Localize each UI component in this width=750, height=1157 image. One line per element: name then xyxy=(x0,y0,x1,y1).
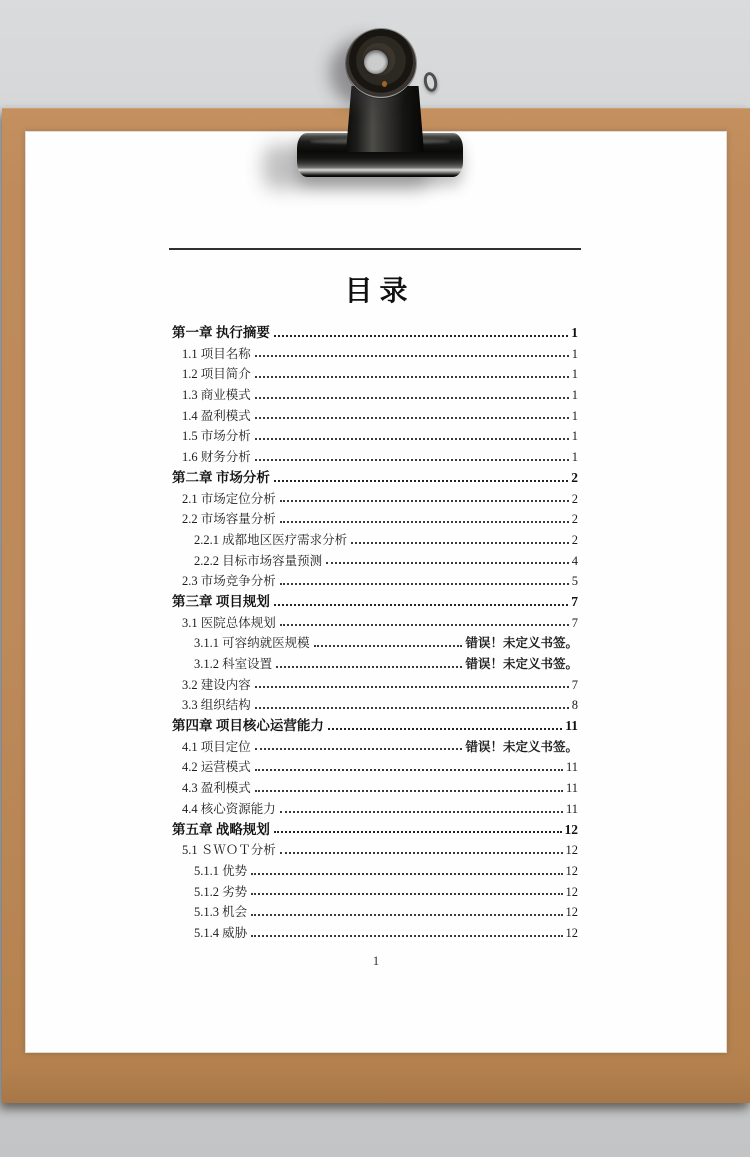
toc-entry xyxy=(172,757,578,778)
toc-entry-label: 1.1 项目名称 xyxy=(182,346,251,361)
toc-dot-leader xyxy=(280,500,569,502)
toc-entry-page: 2 xyxy=(571,512,578,527)
toc-entry-page: 12 xyxy=(564,821,578,837)
toc-dot-leader xyxy=(328,728,562,730)
toc-entry-page: 2 xyxy=(571,532,578,547)
toc-entry xyxy=(172,820,578,841)
toc-entry xyxy=(172,447,578,468)
toc-entry-page: 1 xyxy=(571,408,578,423)
toc-entry-page: 7 xyxy=(571,677,578,692)
toc-entry-label: 5.1.3 机会 xyxy=(194,905,248,920)
toc-entry-label: 1.5 市场分析 xyxy=(182,429,251,444)
toc-entry-label: 2.2.2 目标市场容量预测 xyxy=(194,553,323,568)
toc-entry-label: 3.1.2 科室设置 xyxy=(194,657,273,671)
toc-entry-label: 4.1 项目定位 xyxy=(182,739,251,754)
toc-entry-page: 1 xyxy=(571,429,578,444)
toc-entry xyxy=(172,633,578,654)
toc-entry-page: 错误！未定义书签。 xyxy=(465,739,578,754)
toc-title: 目录 xyxy=(344,276,415,307)
toc-entry xyxy=(172,695,578,716)
toc-entry-page: 12 xyxy=(565,884,578,899)
toc-dot-leader xyxy=(255,376,569,378)
toc-entry-page: 2 xyxy=(571,469,578,485)
toc-entry-label: 3.2 建设内容 xyxy=(182,677,251,692)
toc-dot-leader xyxy=(255,686,569,688)
toc-entry-label: 2.2 市场容量分析 xyxy=(182,512,276,527)
toc-entry-page: 1 xyxy=(571,388,578,403)
toc-entry xyxy=(172,364,578,385)
toc-entry xyxy=(172,592,578,613)
toc-entry-page: 错误！未定义书签。 xyxy=(465,657,578,671)
toc-entry-label: 第三章 项目规划 xyxy=(172,593,270,609)
page-number: 1 xyxy=(372,953,380,968)
toc-dot-leader xyxy=(280,624,569,626)
toc-entry-label: 5.1.1 优势 xyxy=(194,863,248,878)
toc-entry-page: 12 xyxy=(565,843,578,858)
toc-dot-leader xyxy=(255,397,569,399)
toc-dot-leader xyxy=(274,480,568,482)
toc-dot-leader xyxy=(274,604,568,606)
toc-entry-label: 2.2.1 成都地区医疗需求分析 xyxy=(194,532,348,547)
toc-entry xyxy=(172,571,578,592)
toc-dot-leader xyxy=(326,562,569,564)
toc-entry-page: 1 xyxy=(571,450,578,465)
toc-entry-label: 第二章 市场分析 xyxy=(172,469,270,485)
toc-entry-page: 12 xyxy=(565,925,578,940)
toc-entry xyxy=(172,716,578,737)
toc-entry-label: 第四章 项目核心运营能力 xyxy=(172,718,324,734)
clip-glint xyxy=(382,81,387,87)
clip-roller xyxy=(346,29,416,98)
clip-hole xyxy=(364,50,388,74)
toc-entry-label: 1.4 盈利模式 xyxy=(182,408,251,423)
toc-entry-label: 4.4 核心资源能力 xyxy=(182,801,276,816)
toc-entry-label: 3.1.1 可容纳就医规模 xyxy=(194,636,310,651)
toc-entry-label: 第一章 执行摘要 xyxy=(172,325,270,340)
toc-entry-label: 4.3 盈利模式 xyxy=(182,781,251,796)
toc-entry xyxy=(172,675,578,696)
toc-entry-page: 1 xyxy=(571,346,578,361)
toc-entry xyxy=(172,654,578,675)
toc-entry xyxy=(172,840,578,861)
toc-dot-leader xyxy=(280,811,563,813)
toc-entry-page: 错误！未定义书签。 xyxy=(465,636,578,651)
toc-dot-leader xyxy=(255,355,569,357)
toc-dot-leader xyxy=(280,852,563,854)
toc-dot-leader xyxy=(255,417,569,419)
toc-entry-label: 1.2 项目简介 xyxy=(182,367,251,382)
toc-dot-leader xyxy=(255,748,463,750)
toc-dot-leader xyxy=(251,873,562,875)
toc-entry-page: 1 xyxy=(571,367,578,382)
toc-dot-leader xyxy=(274,831,562,833)
toc-entry-page: 11 xyxy=(565,718,578,734)
toc-dot-leader xyxy=(280,583,569,585)
toc-entry-page: 7 xyxy=(571,593,578,609)
toc-dot-leader xyxy=(314,645,463,647)
toc-entry-page: 1 xyxy=(571,325,578,340)
toc-entry xyxy=(172,323,578,344)
toc-entry-page: 7 xyxy=(571,615,578,630)
toc-dot-leader xyxy=(274,335,568,337)
toc-entry xyxy=(172,509,578,530)
toc-dot-leader xyxy=(255,459,569,461)
toc-dot-leader xyxy=(280,521,569,523)
toc-entry-label: 2.3 市场竞争分析 xyxy=(182,574,276,589)
top-rule xyxy=(169,248,581,250)
toc-entry xyxy=(172,530,578,551)
toc-entry xyxy=(172,882,578,903)
toc-entry xyxy=(172,551,578,572)
toc-dot-leader xyxy=(276,666,462,668)
toc-entry-page: 11 xyxy=(565,781,578,796)
toc-entry-label: 第五章 战略规划 xyxy=(172,821,270,837)
toc-dot-leader xyxy=(251,893,562,895)
toc-entry xyxy=(172,778,578,799)
toc-entry-label: 5.1 ＳＷＯＴ分析 xyxy=(182,843,276,858)
toc-entry-page: 2 xyxy=(571,491,578,506)
toc-entry xyxy=(172,861,578,882)
toc-entry xyxy=(172,613,578,634)
toc-entry xyxy=(172,385,578,406)
toc-dot-leader xyxy=(251,935,562,937)
toc-entry-page: 11 xyxy=(565,801,578,816)
toc-entry-label: 3.3 组织结构 xyxy=(182,698,251,713)
clip-wire-hook xyxy=(422,71,439,93)
toc-entry-page: 12 xyxy=(565,863,578,878)
toc-entry xyxy=(172,426,578,447)
toc-entry xyxy=(172,902,578,923)
toc-entry xyxy=(172,923,578,944)
toc-entry-page: 4 xyxy=(571,553,578,568)
toc-entry-page: 5 xyxy=(571,574,578,589)
toc-entry-page: 11 xyxy=(565,760,578,775)
toc-entry-label: 5.1.2 劣势 xyxy=(194,884,248,899)
toc-entry-label: 3.1 医院总体规划 xyxy=(182,615,276,630)
toc-entry xyxy=(172,468,578,489)
toc-entry-page: 8 xyxy=(571,698,578,713)
toc-entry-label: 2.1 市场定位分析 xyxy=(182,491,276,506)
document-page xyxy=(25,131,727,1053)
toc-entry-label: 1.6 财务分析 xyxy=(182,450,251,465)
toc-entry-label: 5.1.4 威胁 xyxy=(194,925,248,940)
toc-dot-leader xyxy=(251,914,562,916)
toc-entry-label: 4.2 运营模式 xyxy=(182,760,251,775)
toc-entry xyxy=(172,489,578,510)
toc-dot-leader xyxy=(255,707,569,709)
toc-entry xyxy=(172,799,578,820)
toc-entry xyxy=(172,737,578,758)
toc-dot-leader xyxy=(351,542,569,544)
toc-list xyxy=(172,323,578,944)
clipboard-board xyxy=(2,108,750,1103)
toc-entry xyxy=(172,406,578,427)
toc-dot-leader xyxy=(255,769,563,771)
toc-dot-leader xyxy=(255,790,563,792)
toc-dot-leader xyxy=(255,438,569,440)
toc-entry-label: 1.3 商业模式 xyxy=(182,388,251,403)
toc-entry xyxy=(172,344,578,365)
toc-entry-page: 12 xyxy=(565,905,578,920)
